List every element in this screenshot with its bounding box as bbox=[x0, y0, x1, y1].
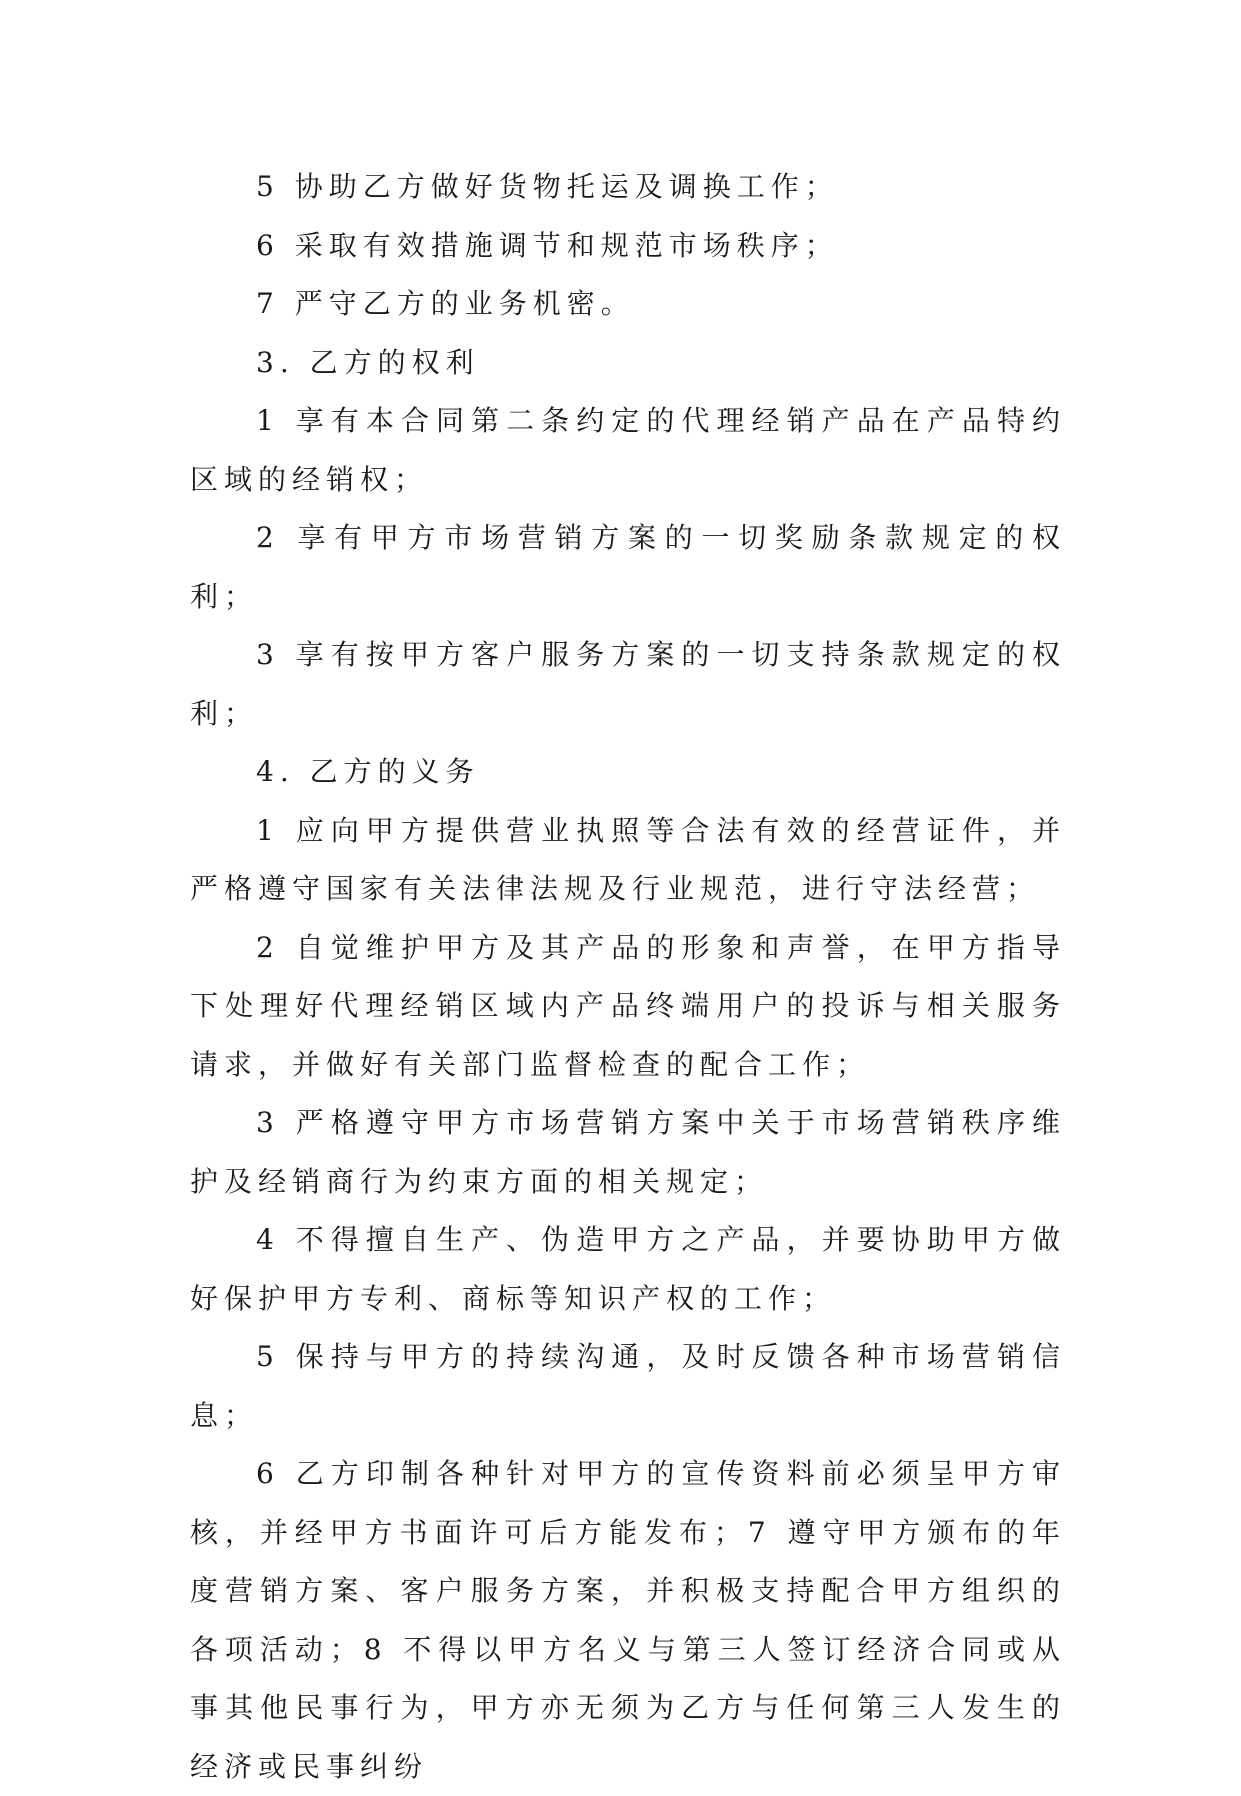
document-body bbox=[190, 158, 1066, 1796]
paragraph: 2 享有甲方市场营销方案的一切奖励条款规定的权利； bbox=[190, 521, 1066, 613]
paragraph: 7 严守乙方的业务机密。 bbox=[256, 287, 635, 320]
paragraph: 3 严格遵守甲方市场营销方案中关于市场营销秩序维护及经销商行为约束方面的相关规定； bbox=[190, 1106, 1066, 1198]
paragraph: 2 自觉维护甲方及其产品的形象和声誉，在甲方指导下处理好代理经销区域内产品终端用户的投诉与相关服务请求，并做好有关部门监督检查的配合工作； bbox=[190, 930, 1066, 1081]
paragraph: 1 享有本合同第二条约定的代理经销产品在产品特约区域的经销权； bbox=[190, 404, 1066, 496]
paragraph: 5 保持与甲方的持续沟通，及时反馈各种市场营销信息； bbox=[190, 1340, 1066, 1432]
paragraph: 3 享有按甲方客户服务方案的一切支持条款规定的权利； bbox=[190, 638, 1066, 730]
paragraph: 4 不得擅自生产、伪造甲方之产品，并要协助甲方做好保护甲方专利、商标等知识产权的工作； bbox=[190, 1223, 1066, 1315]
paragraph: 6 乙方印制各种针对甲方的宣传资料前必须呈甲方审核，并经甲方书面许可后方能发布；7 遵守甲方颁布的年度营销方案、客户服务方案，并积极支持配合甲方组织的各项活动；8 不得以甲方名义与第三人签订经济合同或从事其他民事行为，甲方亦无须为乙方与任何第三人发生的经济或民事纠纷 bbox=[190, 1457, 1066, 1783]
paragraph: 5 协助乙方做好货物托运及调换工作； bbox=[256, 170, 839, 203]
paragraph: 1 应向甲方提供营业执照等合法有效的经营证件，并严格遵守国家有关法律法规及行业规范，进行守法经营； bbox=[190, 813, 1066, 905]
section-heading: 3. 乙方的权利 bbox=[256, 345, 480, 379]
section-heading: 4. 乙方的义务 bbox=[256, 755, 480, 788]
paragraph: 6 采取有效措施调节和规范市场秩序； bbox=[256, 228, 839, 262]
